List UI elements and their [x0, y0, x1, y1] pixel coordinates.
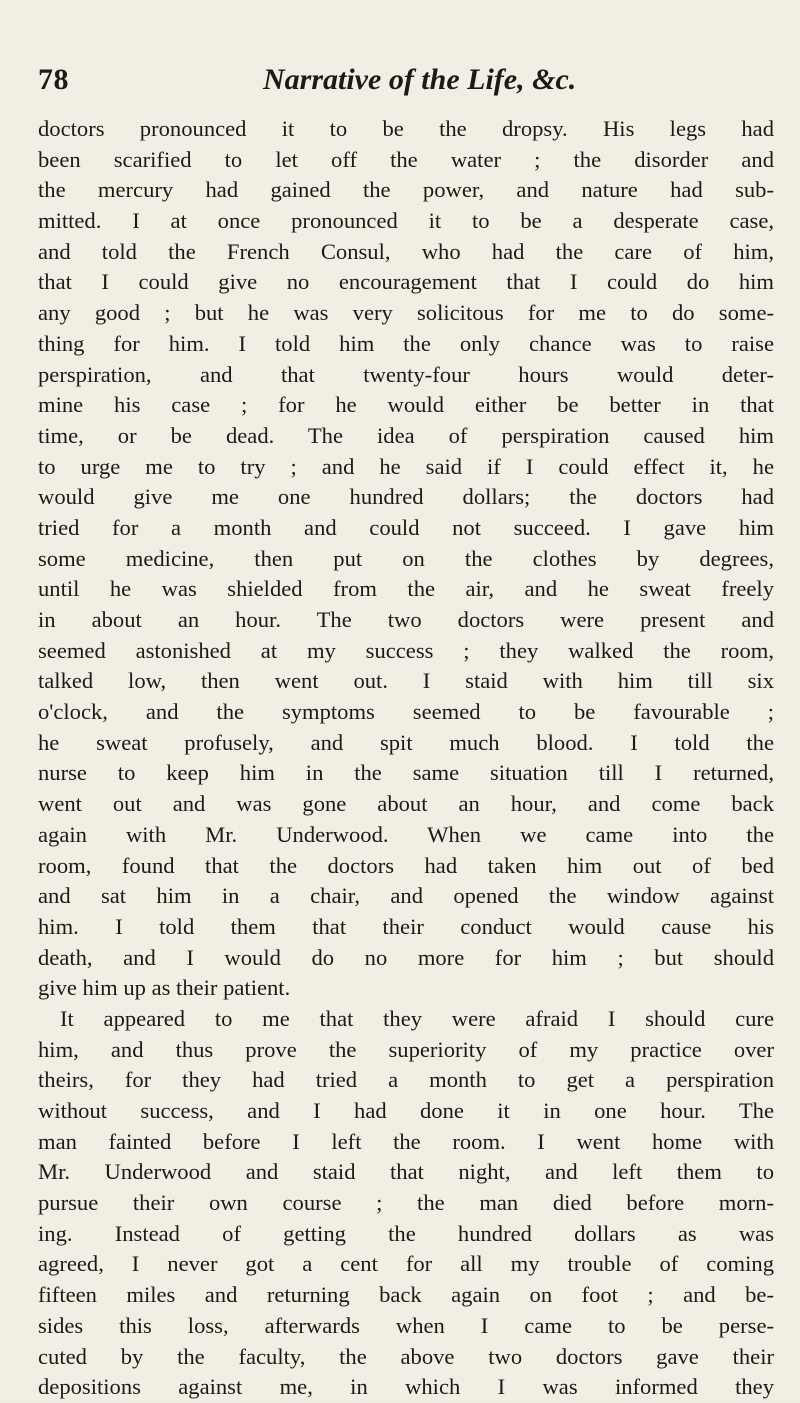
text-line: o'clock, and the symptoms seemed to be favourable ;	[38, 699, 774, 725]
text-line: again with Mr. Underwood. When we came into the	[38, 821, 774, 847]
text-line: room, found that the doctors had taken him out of bed	[38, 852, 774, 878]
text-line: tried for a month and could not succeed. I gave him	[38, 514, 774, 540]
text-line: death, and I would do no more for him ; but should	[38, 944, 774, 970]
text-line: fifteen miles and returning back again on foot ; and be-	[38, 1282, 774, 1308]
text-line: give him up as their patient.	[38, 975, 291, 1001]
text-line: seemed astonished at my success ; they walked the room,	[38, 637, 774, 663]
body-text	[38, 114, 774, 1403]
text-line: him, and thus prove the superiority of my practice over	[38, 1036, 774, 1062]
text-line: talked low, then went out. I staid with him till six	[38, 668, 774, 694]
text-line: until he was shielded from the air, and he sweat freely	[38, 576, 774, 602]
text-line: in about an hour. The two doctors were present and	[38, 607, 774, 632]
text-line: nurse to keep him in the same situation till I returned,	[38, 760, 774, 786]
text-line: man fainted before I left the room. I went home with	[38, 1128, 774, 1154]
text-line: depositions against me, in which I was informed they	[38, 1374, 774, 1400]
text-line: been scarified to let off the water ; the disorder and	[38, 146, 774, 172]
text-line: went out and was gone about an hour, and come back	[38, 791, 774, 817]
text-line: sides this loss, afterwards when I came to be perse-	[38, 1312, 774, 1338]
text-line: some medicine, then put on the clothes by degrees,	[38, 545, 774, 571]
text-line: and sat him in a chair, and opened the window against	[38, 883, 774, 909]
text-line: pursue their own course ; the man died before morn-	[38, 1190, 774, 1216]
text-line: mitted. I at once pronounced it to be a desperate case,	[38, 208, 774, 234]
paragraph-start-line: It appeared to me that they were afraid I should cure	[60, 1005, 774, 1031]
text-line: would give me one hundred dollars; the doctors had	[38, 484, 774, 510]
running-title: Narrative of the Life, &c.	[263, 63, 577, 96]
text-line: theirs, for they had tried a month to get a perspiration	[38, 1067, 774, 1093]
text-line: perspiration, and that twenty-four hours would deter-	[38, 361, 774, 387]
text-line: Mr. Underwood and staid that night, and left them to	[38, 1159, 774, 1185]
text-line: any good ; but he was very solicitous for me to do some-	[38, 300, 774, 326]
text-line: time, or be dead. The idea of perspiration caused him	[38, 422, 774, 448]
text-line: agreed, I never got a cent for all my trouble of coming	[38, 1251, 774, 1277]
text-line: to urge me to try ; and he said if I could effect it, he	[38, 453, 774, 479]
text-line: him. I told them that their conduct would cause his	[38, 913, 774, 939]
text-line: he sweat profusely, and spit much blood. I told the	[38, 729, 774, 755]
running-head	[38, 60, 778, 100]
text-line: without success, and I had done it in one hour. The	[38, 1098, 774, 1123]
text-line: cuted by the faculty, the above two doctors gave their	[38, 1343, 774, 1369]
text-line: and told the French Consul, who had the care of him,	[38, 238, 774, 264]
text-line: thing for him. I told him the only chance was to raise	[38, 330, 774, 356]
page-number: 78	[38, 63, 69, 96]
text-line: mine his case ; for he would either be better in that	[38, 392, 774, 418]
text-line: the mercury had gained the power, and nature had sub-	[38, 177, 774, 203]
text-line: ing. Instead of getting the hundred dollars as was	[38, 1220, 774, 1246]
text-line: doctors pronounced it to be the dropsy. His legs had	[38, 116, 774, 141]
text-line: that I could give no encouragement that I could do him	[38, 269, 774, 295]
